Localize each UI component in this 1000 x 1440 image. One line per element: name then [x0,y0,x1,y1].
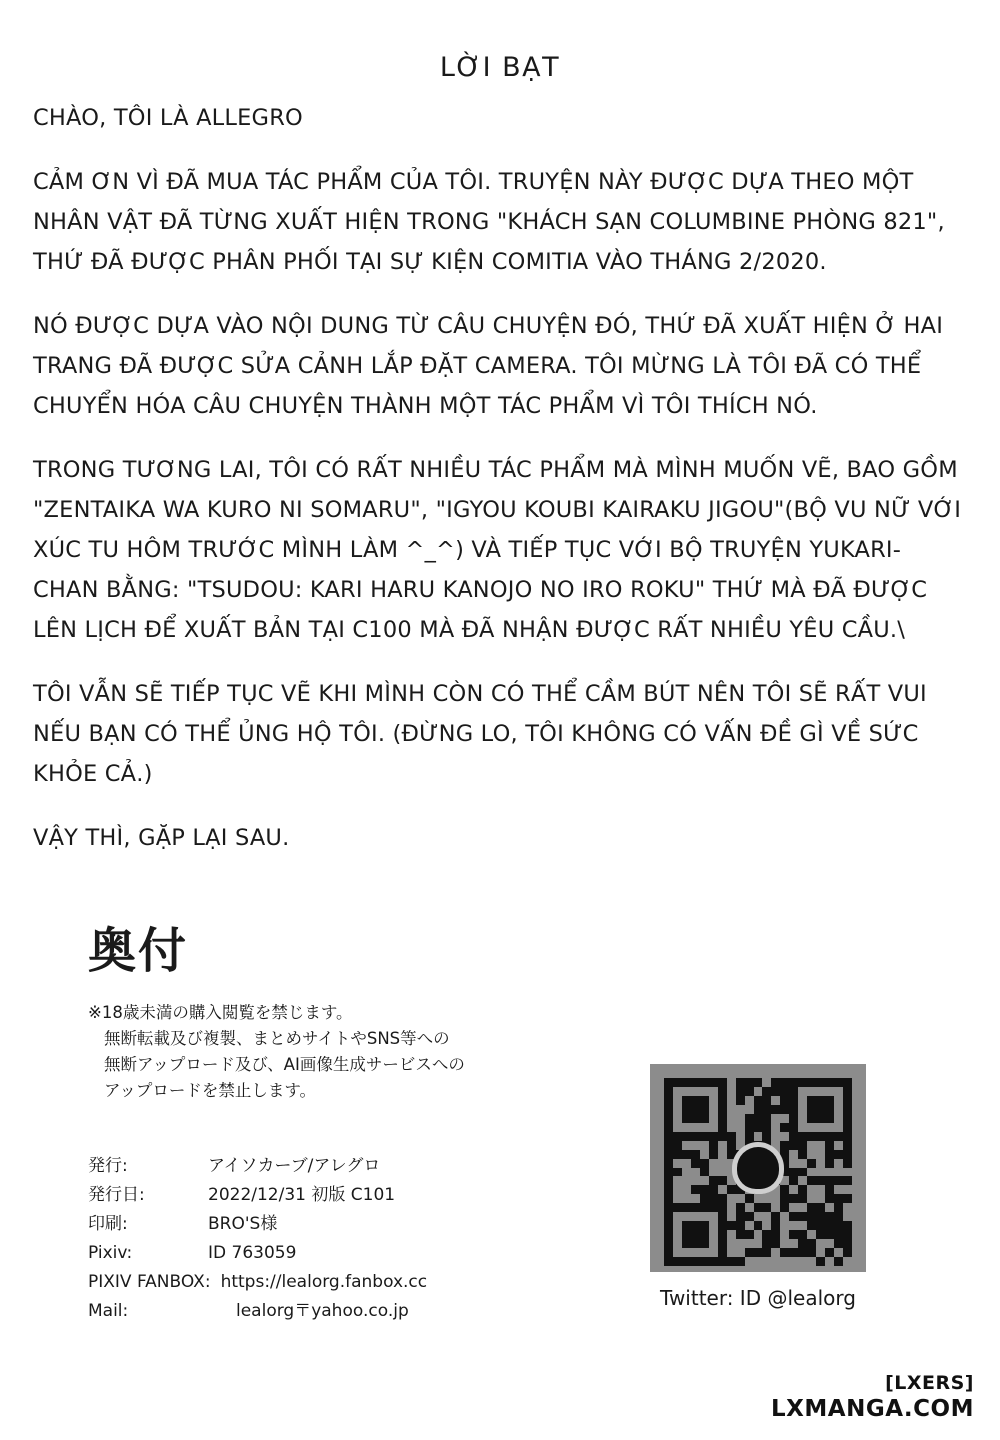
afterword-paragraph: VẬY THÌ, GẶP LẠI SAU. [33,825,290,851]
imprint-value: BRO'S様 [208,1214,278,1234]
imprint-label: PIXIV FANBOX: [88,1272,211,1292]
colophon-heading: 奥付 [88,923,189,979]
watermark [771,1372,974,1422]
imprint-value[interactable]: https://lealorg.fanbox.cc [220,1272,428,1292]
watermark-site: LXMANGA.COM [771,1396,974,1422]
imprint-row [88,1152,608,1181]
afterword-greeting: CHÀO, TÔI LÀ ALLEGRO [33,105,303,131]
colophon-notice [88,1000,608,1104]
qr-caption: Twitter: ID @lealorg [660,1286,856,1310]
notice-line: ※18歳未満の購入閲覧を禁じます。 [88,1003,353,1022]
imprint-label: Pixiv: [88,1243,133,1263]
imprint-value: ID 763059 [208,1243,297,1263]
imprint-row [88,1239,608,1268]
afterword-body [33,98,963,882]
imprint-row [88,1181,608,1210]
notice-line: 無断アップロード及び、AI画像生成サービスへの [104,1055,465,1074]
imprint-value: アイソカーブ/アレグロ [208,1156,381,1176]
imprint-label: Mail: [88,1301,129,1321]
imprint-value: lealorg〒yahoo.co.jp [236,1301,409,1321]
afterword-paragraph: NÓ ĐƯỢC DỰA VÀO NỘI DUNG TỪ CÂU CHUYỆN ĐÓ, THỨ ĐÃ XUẤT HIỆN Ở HAI TRANG ĐÃ ĐƯỢC SỬA CẢNH LẮP ĐẶT CAMERA. TÔI MỪNG LÀ TÔI ĐÃ CÓ THỂ CHUYỂN HÓA CÂU CHUYỆN THÀNH MỘT TÁC PHẨM VÌ TÔI THÍCH NÓ. [33,313,944,419]
qr-code-icon[interactable] [650,1064,866,1272]
qr-block [650,1064,866,1310]
imprint-row [88,1297,608,1326]
imprint-label: 発行日: [88,1185,145,1205]
qr-center-avatar [737,1147,779,1189]
watermark-tag: [LXERS] [885,1372,974,1394]
imprint-row [88,1268,608,1297]
notice-line: 無断転載及び複製、まとめサイトやSNS等への [104,1029,450,1048]
imprint-label: 印刷: [88,1214,128,1234]
afterword-paragraph: TÔI VẪN SẼ TIẾP TỤC VẼ KHI MÌNH CÒN CÓ THỂ CẦM BÚT NÊN TÔI SẼ RẤT VUI NẾU BẠN CÓ THỂ ỦNG HỘ TÔI. (ĐỪNG LO, TÔI KHÔNG CÓ VẤN ĐỀ GÌ VỀ SỨC KHỎE CẢ.) [33,681,927,787]
colophon-imprint [88,1152,608,1326]
afterword-paragraph: CẢM ƠN VÌ ĐÃ MUA TÁC PHẨM CỦA TÔI. TRUYỆN NÀY ĐƯỢC DỰA THEO MỘT NHÂN VẬT ĐÃ TỪNG XUẤT HIỆN TRONG "KHÁCH SẠN COLUMBINE PHÒNG 821", THỨ ĐÃ ĐƯỢC PHÂN PHỐI TẠI SỰ KIỆN COMITIA VÀO THÁNG 2/2020. [33,169,945,275]
imprint-value: 2022/12/31 初版 C101 [208,1185,396,1205]
afterword-paragraph: TRONG TƯƠNG LAI, TÔI CÓ RẤT NHIỀU TÁC PHẨM MÀ MÌNH MUỐN VẼ, BAO GỒM "ZENTAIKA WA KURO NI SOMARU", "IGYOU KOUBI KAIRAKU JIGOU"(BỘ VU NỮ VỚI XÚC TU HÔM TRƯỚC MÌNH LÀM ^_^) VÀ TIẾP TỤC VỚI BỘ TRUYỆN YUKARI-CHAN BẰNG: "TSUDOU: KARI HARU KANOJO NO IRO ROKU" THỨ MÀ ĐÃ ĐƯỢC LÊN LỊCH ĐỂ XUẤT BẢN TẠI C100 MÀ ĐÃ NHẬN ĐƯỢC RẤT NHIỀU YÊU CẦU.\ [33,457,962,643]
notice-line: アップロードを禁止します。 [104,1081,317,1100]
imprint-label: 発行: [88,1156,128,1176]
page-title: LỜI BẠT [439,52,561,83]
imprint-row [88,1210,608,1239]
